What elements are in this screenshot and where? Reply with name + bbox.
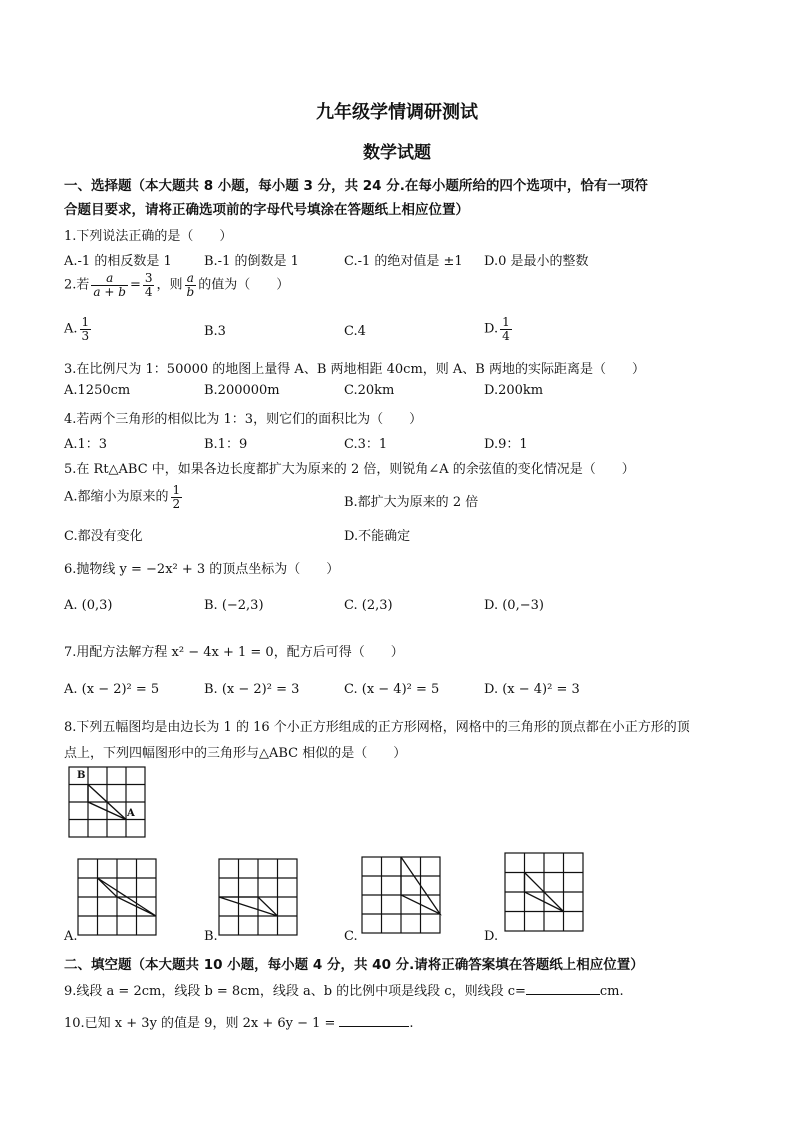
q5-stem: 5.在 Rt△ABC 中，如果各边长度都扩大为原来的 2 倍，则锐角∠A 的余弦值的变化情况是（ ） xyxy=(64,462,635,477)
q5-option-a-num: 1 xyxy=(172,483,181,497)
q2-option-d-den: 4 xyxy=(502,328,510,343)
q2-option-d-num: 1 xyxy=(502,315,510,329)
q2-option-d-label: D. xyxy=(484,321,499,337)
q1-option-b: B.-1 的倒数是 1 xyxy=(204,254,299,269)
q1-stem: 1.下列说法正确的是（ ） xyxy=(64,229,233,244)
q5-option-a-den: 2 xyxy=(172,496,181,511)
q9-stem: 9.线段 a = 2cm，线段 b = 8cm，线段 a、b 的比例中项是线段 c，则线段 c= xyxy=(64,984,526,999)
q4-option-d: D.9：1 xyxy=(484,437,528,452)
q3-option-a: A.1250cm xyxy=(64,383,131,398)
q2-option-b: B.3 xyxy=(204,324,226,339)
q2-option-a-label: A. xyxy=(64,321,78,337)
q3-stem: 3.在比例尺为 1：50000 的地图上量得 A、B 两地相距 40cm，则 A、B 两地的实际距离是（ ） xyxy=(64,362,645,377)
q2-suffix: 的值为（ ） xyxy=(198,277,290,293)
q8-option-b-label: B. xyxy=(204,929,218,944)
q1-option-a: A.-1 的相反数是 1 xyxy=(64,254,172,269)
q3-option-b: B.200000m xyxy=(204,383,280,398)
q9-unit: cm. xyxy=(599,984,624,999)
q2-frac1-num: a xyxy=(106,271,114,285)
q8-option-d-label: D. xyxy=(484,929,499,944)
q8-stem-line1: 8.下列五幅图均是由边长为 1 的 16 个小正方形组成的正方形网格，网格中的三角形的顶点都在小正方形的顶 xyxy=(64,720,690,735)
q6-option-d: D. (0,−3) xyxy=(484,598,544,613)
q4-option-a: A.1：3 xyxy=(64,437,108,452)
section1-heading-line2: 合题目要求，请将正确选项前的字母代号填涂在答题纸上相应位置） xyxy=(64,202,469,218)
q7-option-a: A. (x − 2)² = 5 xyxy=(64,682,160,697)
q2-eq: = xyxy=(129,277,141,293)
q7-option-c: C. (x − 4)² = 5 xyxy=(344,682,440,697)
q4-option-b: B.1：9 xyxy=(204,437,248,452)
q10-end: . xyxy=(409,1016,414,1031)
section1-heading-line1: 一、选择题（本大题共 8 小题，每小题 3 分，共 24 分.在每小题所给的四个选项中，恰有一项符 xyxy=(64,178,648,194)
q2-mid: ，则 xyxy=(156,277,183,293)
page-title: 九年级学情调研测试 xyxy=(316,102,478,123)
q2-fraction-a-over-b xyxy=(185,272,197,298)
q9-line xyxy=(64,980,624,999)
q5-option-a-text: A.都缩小为原来的 xyxy=(64,489,169,505)
q2-option-c: C.4 xyxy=(344,324,366,339)
q7-stem: 7.用配方法解方程 x² − 4x + 1 = 0，配方后可得（ ） xyxy=(64,645,404,660)
q8-option-b-grid xyxy=(218,858,300,938)
q2-frac3-den: b xyxy=(186,284,195,299)
q2-prefix: 2.若 xyxy=(64,277,90,293)
q2-fraction-a-over-a-plus-b xyxy=(91,272,128,298)
q1-option-d: D.0 是最小的整数 xyxy=(484,254,589,269)
q2-stem xyxy=(64,272,289,298)
q2-frac1-den: a + b xyxy=(93,284,126,299)
q9-answer-blank[interactable] xyxy=(526,982,600,995)
q2-option-a-den: 3 xyxy=(81,328,90,343)
q2-frac3-num: a xyxy=(186,271,194,285)
q8-label-a: A xyxy=(127,808,135,819)
q3-option-d: D.200km xyxy=(484,383,544,398)
q10-answer-blank[interactable] xyxy=(339,1014,409,1027)
q5-option-a xyxy=(64,484,184,510)
q2-option-d xyxy=(484,316,514,342)
q6-option-a: A. (0,3) xyxy=(64,598,113,613)
q1-option-c: C.-1 的绝对值是 ±1 xyxy=(344,254,463,269)
q8-label-b: B xyxy=(77,770,86,781)
q2-option-a-num: 1 xyxy=(81,315,90,329)
q5-option-d: D.不能确定 xyxy=(344,529,411,544)
q10-line xyxy=(64,1012,414,1031)
q8-option-a-label: A. xyxy=(64,929,78,944)
q2-frac2-den: 4 xyxy=(144,284,153,299)
q5-option-b: B.都扩大为原来的 2 倍 xyxy=(344,495,479,510)
q6-option-b: B. (−2,3) xyxy=(204,598,264,613)
q6-option-c: C. (2,3) xyxy=(344,598,393,613)
q4-stem: 4.若两个三角形的相似比为 1：3，则它们的面积比为（ ） xyxy=(64,412,423,427)
q6-stem: 6.抛物线 y = −2x² + 3 的顶点坐标为（ ） xyxy=(64,562,340,577)
page-subtitle: 数学试题 xyxy=(363,143,431,163)
q8-option-c-grid xyxy=(361,856,443,936)
q8-option-a-grid xyxy=(77,858,159,938)
q2-fraction-3-4 xyxy=(143,272,155,298)
q7-option-d: D. (x − 4)² = 3 xyxy=(484,682,580,697)
q2-frac2-num: 3 xyxy=(144,271,153,285)
q10-stem: 10.已知 x + 3y 的值是 9，则 2x + 6y − 1 = xyxy=(64,1016,336,1031)
q7-option-b: B. (x − 2)² = 3 xyxy=(204,682,300,697)
q4-option-c: C.3：1 xyxy=(344,437,388,452)
q8-option-d-grid xyxy=(504,852,586,934)
q8-option-c-label: C. xyxy=(344,929,358,944)
q3-option-c: C.20km xyxy=(344,383,395,398)
q2-option-a xyxy=(64,316,93,342)
section2-heading: 二、填空题（本大题共 10 小题，每小题 4 分，共 40 分.请将正确答案填在答题纸上相应位置） xyxy=(64,957,644,973)
q5-option-c: C.都没有变化 xyxy=(64,529,143,544)
q8-stem-line2: 点上，下列四幅图形中的三角形与△ABC 相似的是（ ） xyxy=(64,746,407,761)
